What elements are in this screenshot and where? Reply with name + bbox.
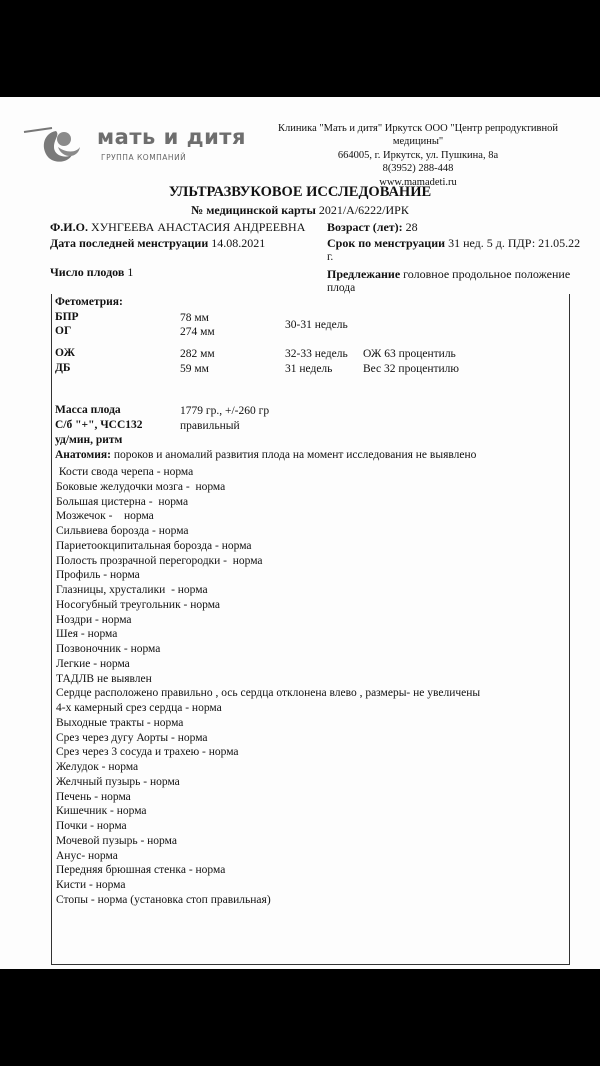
anatomy-list [56, 465, 576, 908]
anatomy-item: Сильвиева борозда - норма [56, 525, 189, 537]
db-weeks: 31 недель [285, 363, 333, 375]
fetometry-header: Фетометрия: [55, 296, 123, 308]
clinic-website: www.mamadeti.ru [379, 176, 457, 188]
anatomy-item: Мочевой пузырь - норма [56, 834, 177, 847]
clinic-line: медицины" [392, 136, 444, 148]
og-value: 274 мм [180, 326, 215, 338]
patient-name: Ф.И.О. ХУНГЕЕВА АНАСТАСИЯ АНДРЕЕВНА [50, 220, 306, 234]
bpr-label: БПР [55, 311, 79, 323]
anatomy-item: Стопы - норма (установка стоп правильная) [56, 893, 271, 906]
anatomy-item: Печень - норма [56, 790, 131, 803]
weight-percentile: Вес 32 процентилю [363, 363, 459, 375]
document-page [0, 97, 600, 969]
anatomy-item: Желчный пузырь - норма [56, 775, 180, 788]
fetal-mass-value: 1779 гр., +/-260 гр [180, 405, 270, 417]
anatomy-item: Передняя брюшная стенка - норма [56, 864, 226, 877]
anatomy-summary: Анатомия: пороков и аномалий развития плода на момент исследования не выявлено [55, 449, 477, 461]
anatomy-item: Полость прозрачной перегородки - норма [56, 554, 263, 567]
mother-child-logo-icon [22, 125, 90, 165]
ozh-weeks: 32-33 недель [285, 348, 348, 360]
card-number: № медицинской карты 2021/А/6222/ИРК [191, 203, 409, 217]
anatomy-item: Шея - норма [56, 628, 118, 641]
rhythm-label: уд/мин, ритм [55, 434, 123, 446]
anatomy-item: ТАДЛВ не выявлен [56, 672, 152, 685]
anatomy-item: Кости свода черепа - норма [56, 466, 194, 478]
anatomy-item: Почки - норма [56, 820, 127, 832]
anatomy-item: Легкие - норма [56, 657, 130, 670]
clinic-info [268, 122, 568, 189]
bpr-value: 78 мм [180, 312, 209, 324]
anatomy-item: Кисти - норма [56, 879, 126, 891]
gestational-term-cont: г. [327, 251, 334, 263]
anatomy-item: Париетоокципитальная борозда - норма [56, 539, 252, 552]
anatomy-item: Желудок - норма [56, 761, 139, 773]
og-label: ОГ [55, 325, 72, 337]
gestational-term: Срок по менструации 31 нед. 5 д. ПДР: 21.05.22 [327, 236, 581, 250]
anatomy-item: Срез через 3 сосуда и трахею - норма [56, 746, 239, 759]
anatomy-item: Ноздри - норма [56, 613, 132, 626]
fetus-count: Число плодов 1 [50, 265, 134, 279]
last-menstruation: Дата последней менструации 14.08.2021 [50, 236, 266, 250]
anatomy-item: Мозжечок - норма [56, 510, 154, 523]
fetal-mass-label: Масса плода [55, 404, 121, 416]
patient-age: Возраст (лет): 28 [327, 220, 418, 234]
ozh-percentile: ОЖ 63 процентиль [363, 348, 456, 360]
document-title: УЛЬТРАЗВУКОВОЕ ИССЛЕДОВАНИЕ [168, 184, 432, 200]
logo-subtitle: ГРУППА КОМПАНИЙ [101, 153, 187, 162]
ozh-label: ОЖ [55, 347, 76, 359]
db-value: 59 мм [180, 363, 209, 375]
logo-wordmark: мать и дитя [97, 125, 246, 149]
heartbeat-label: С/б "+", ЧСС132 [55, 419, 143, 431]
clinic-line: Клиника "Мать и дитя" Иркутск ООО "Центр репродуктивной [278, 123, 558, 134]
anatomy-item: 4-х камерный срез сердца - норма [56, 702, 222, 714]
anatomy-item: Боковые желудочки мозга - норма [56, 480, 226, 493]
anatomy-item: Позвоночник - норма [56, 643, 161, 655]
anatomy-item: Сердце расположено правильно , ось сердца отклонена влево , размеры- не увеличены [56, 687, 481, 700]
anatomy-item: Большая цистерна - норма [56, 495, 189, 508]
anatomy-item: Кишечник - норма [56, 805, 147, 818]
presentation: Предлежание головное продольное положение [327, 267, 571, 281]
ozh-value: 282 мм [180, 348, 215, 360]
anatomy-item: Срез через дугу Аорты - норма [56, 731, 208, 744]
clinic-address: 664005, г. Иркутск, ул. Пушкина, 8а [337, 149, 499, 161]
bpr-og-weeks: 30-31 недель [285, 319, 348, 331]
presentation-cont: плода [327, 282, 356, 294]
anatomy-item: Глазницы, хрусталики - норма [56, 584, 208, 596]
anatomy-item: Анус- норма [56, 849, 118, 862]
db-label: ДБ [55, 362, 71, 374]
clinic-phone: 8(3952) 288-448 [382, 163, 454, 175]
anatomy-item: Профиль - норма [56, 569, 140, 582]
rhythm-value: правильный [180, 420, 240, 432]
anatomy-item: Выходные тракты - норма [56, 716, 184, 729]
anatomy-item: Носогубный треугольник - норма [56, 598, 221, 611]
